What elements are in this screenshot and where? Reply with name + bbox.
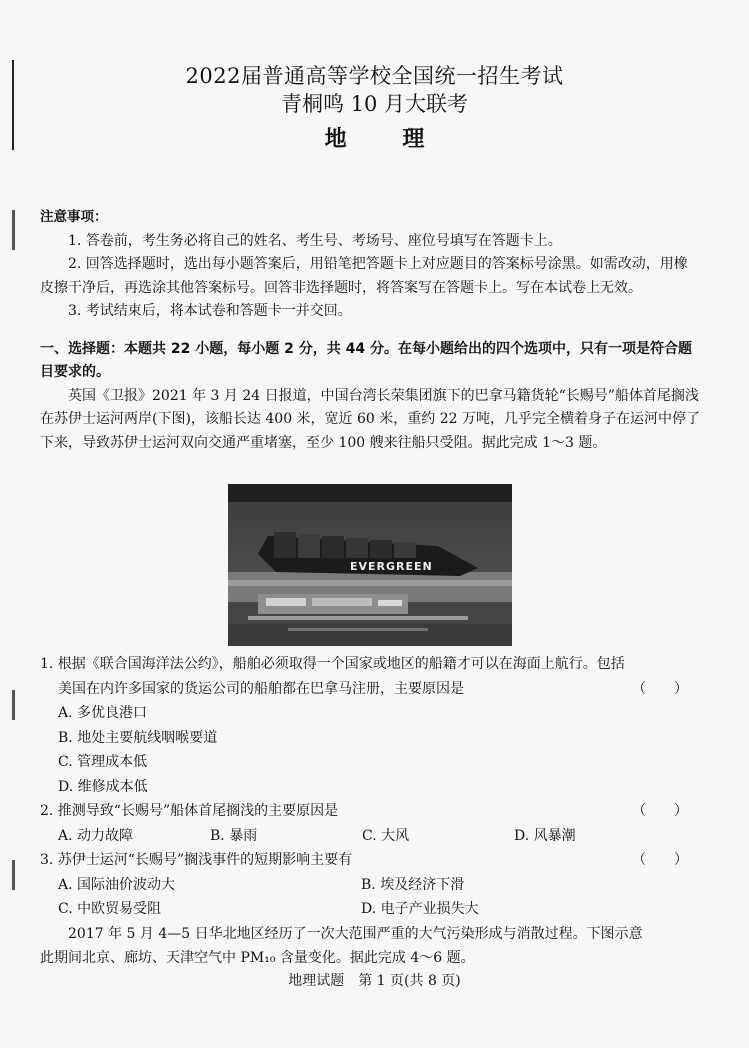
ship-photo-drawing	[228, 484, 512, 646]
option-a: A. 国际油价波动大	[58, 876, 176, 893]
option-a: A. 多优良港口	[58, 705, 148, 721]
question-1	[40, 652, 700, 799]
option-b: B. 暴雨	[210, 827, 258, 844]
material-text: 此期间北京、廊坊、天津空气中 PM₁₀ 含量变化。据此完成 4～6 题。	[40, 950, 475, 966]
binding-mark	[12, 210, 15, 250]
ship-hull-name: EVERGREEN	[350, 560, 433, 573]
option-c: C. 大风	[362, 827, 410, 844]
question-stem: 1. 根据《联合国海洋法公约》，船舶必须取得一个国家或地区的船籍才可以在海面上航行。包括	[40, 656, 625, 672]
answer-bracket: （ ）	[632, 852, 688, 868]
material-text: 2017 年 5 月 4—5 日华北地区经历了一次大范围严重的大气污染形成与消散过程。下图示意	[68, 925, 643, 942]
question-stem: 美国在内许多国家的货运公司的船舶都在巴拿马注册，主要原因是	[58, 680, 464, 697]
question-stem: 2. 推测导致“长赐号”船体首尾搁浅的主要原因是	[40, 803, 339, 819]
section-heading: 一、选择题：本题共 22 小题，每小题 2 分，共 44 分。在每小题给出的四个选项中，只有一项是符合题目要求的。	[40, 340, 692, 380]
material-text: 英国《卫报》2021 年 3 月 24 日报道，中国台湾长荣集团旗下的巴拿马籍货轮“长赐号”船体首尾搁浅在苏伊士运河两岸(下图)，该船长达 400 米，宽近 60 米，重约 22 万吨，几乎完全横着身子在运河中停了下来，导致苏伊士运河双向交通严重堵塞，至少 100 艘来往船只受阻。据此完成 1～3 题。	[40, 387, 700, 451]
option-c: C. 中欧贸易受阻	[58, 901, 162, 917]
exam-subtitle: 青桐鸣 10 月大联考	[280, 92, 469, 116]
option-a: A. 动力故障	[58, 827, 134, 844]
notice-item: 2. 回答选择题时，选出每小题答案后，用铅笔把答题卡上对应题目的答案标号涂黑。如需改动，用橡皮擦干净后，再选涂其他答案标号。回答非选择题时，将答案写在答题卡上。写在本试卷上无效。	[40, 256, 688, 296]
subject-title: 地 理	[324, 126, 449, 152]
option-d: D. 电子产业损失大	[361, 901, 479, 917]
answer-bracket: （ ）	[632, 803, 688, 819]
notice-heading: 注意事项：	[40, 209, 108, 225]
exam-header	[0, 62, 749, 154]
question-stem: 3. 苏伊士运河“长赐号”搁浅事件的短期影响主要有	[40, 852, 353, 868]
binding-mark	[12, 860, 15, 890]
option-d: D. 维修成本低	[58, 778, 148, 795]
option-d: D. 风暴潮	[514, 827, 576, 844]
notice-item: 1. 答卷前，考生务必将自己的姓名、考生号、考场号、座位号填写在答题卡上。	[68, 232, 562, 249]
questions	[40, 652, 700, 971]
notice-item: 3. 考试结束后，将本试卷和答题卡一并交回。	[68, 303, 352, 319]
binding-mark	[12, 690, 15, 720]
page-footer: 地理试题 第 1 页(共 8 页)	[288, 973, 461, 989]
option-b: B. 地处主要航线咽喉要道	[58, 729, 218, 746]
question-3	[40, 848, 700, 922]
option-c: C. 管理成本低	[58, 754, 148, 770]
answer-bracket: （ ）	[632, 680, 688, 697]
ship-photo	[228, 484, 512, 646]
notice-and-section	[40, 206, 700, 455]
exam-title: 2022届普通高等学校全国统一招生考试	[185, 64, 564, 88]
question-2	[40, 799, 700, 848]
option-b: B. 埃及经济下滑	[361, 876, 465, 893]
